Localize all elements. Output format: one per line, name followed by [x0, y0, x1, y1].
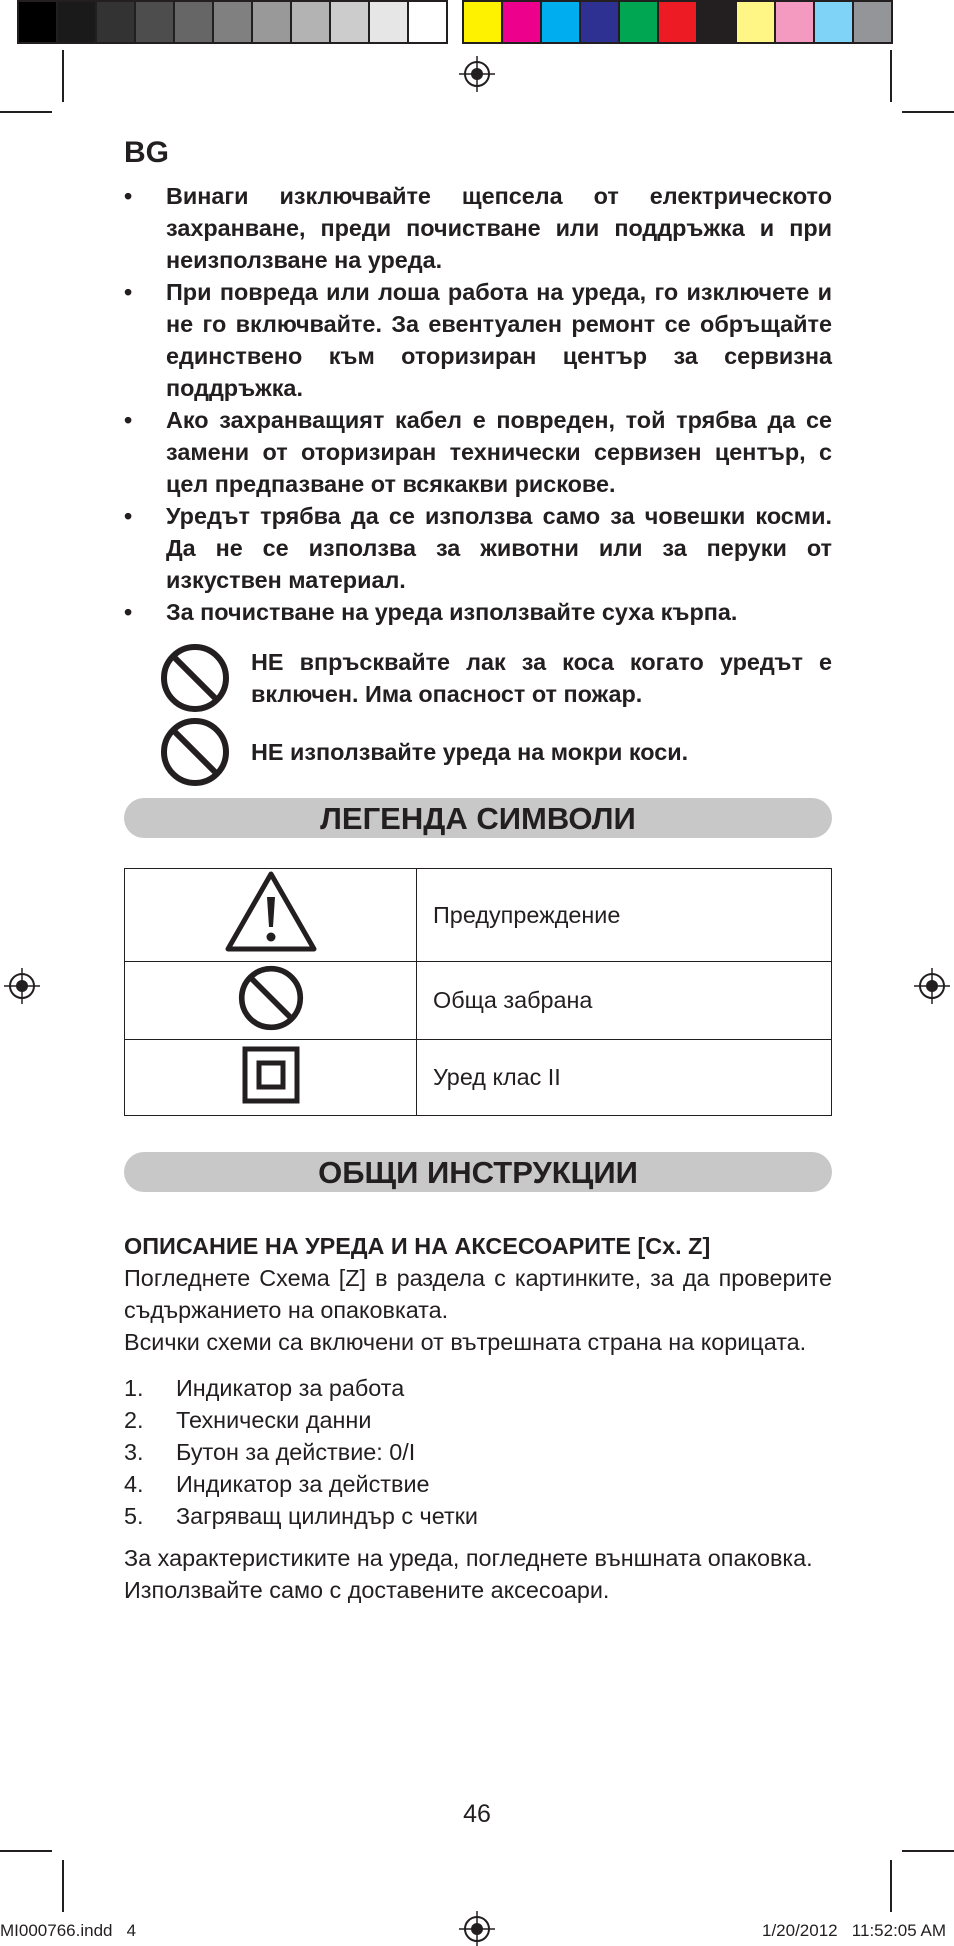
color-swatch — [540, 0, 581, 44]
list-item: 3. Бутон за действие: 0/I — [124, 1439, 416, 1465]
gray-swatch — [134, 0, 175, 44]
crop-mark — [0, 111, 52, 113]
prohibition-icon — [159, 642, 231, 714]
gray-swatch — [290, 0, 331, 44]
prohibition-icon — [159, 716, 231, 788]
list-item: 1. Индикатор за работа — [124, 1375, 405, 1401]
prohibition-icon — [237, 964, 305, 1032]
warning-text: НЕ използвайте уреда на мокри коси. — [251, 739, 689, 765]
legend-label: Предупреждение — [417, 869, 832, 962]
gray-swatch — [95, 0, 136, 44]
gray-swatch — [407, 0, 448, 44]
page-number: 46 — [463, 1800, 491, 1828]
color-swatch — [696, 0, 737, 44]
crop-mark — [0, 1850, 52, 1852]
color-swatch — [579, 0, 620, 44]
color-swatch — [618, 0, 659, 44]
list-item: • Ако захранващият кабел е повреден, той трябва да се замени от оторизиран технически сервизен център, с цел предпазване от всякакви рискове. — [124, 404, 832, 500]
color-swatch — [462, 0, 503, 44]
gray-swatch — [17, 0, 58, 44]
table-row — [125, 1040, 832, 1116]
crop-mark — [890, 1860, 892, 1912]
table-row — [125, 869, 832, 962]
color-swatch — [813, 0, 854, 44]
paragraph: За характеристиките на уреда, погледнете външната опаковка. — [124, 1545, 813, 1571]
warning-triangle-icon — [223, 869, 319, 955]
paragraph: Използвайте само с доставените аксесоари. — [124, 1577, 610, 1603]
registration-mark-icon — [459, 1911, 495, 1946]
table-row — [125, 962, 832, 1040]
legend-label: Уред клас II — [417, 1040, 832, 1116]
color-swatch — [852, 0, 893, 44]
color-calibration-bar — [17, 0, 891, 44]
list-item: • За почистване на уреда използвайте суха кърпа. — [124, 596, 832, 628]
crop-mark — [62, 50, 64, 102]
page-content — [124, 136, 832, 1606]
warning-wet-hair — [124, 716, 832, 788]
list-item: • Винаги изключвайте щепсела от електрическото захранване, преди почистване или поддръжка и при неизползване на уреда. — [124, 180, 832, 276]
color-swatch — [501, 0, 542, 44]
crop-mark — [62, 1860, 64, 1912]
gray-swatch — [212, 0, 253, 44]
warning-text: НЕ впръсквайте лак за коса когато уредът е включен. Има опасност от пожар. — [251, 649, 832, 707]
list-item: 5. Загряващ цилиндър с четки — [124, 1503, 478, 1529]
paragraph: Погледнете Схема [Z] в раздела с картинките, за да проверите съдържанието на опаковката. — [124, 1265, 832, 1323]
safety-list — [124, 180, 832, 628]
crop-mark — [902, 111, 954, 113]
gray-swatch — [329, 0, 370, 44]
gray-swatch — [368, 0, 409, 44]
color-swatch — [657, 0, 698, 44]
parts-list — [124, 1372, 832, 1532]
registration-mark-icon — [459, 56, 495, 92]
color-swatch — [735, 0, 776, 44]
section-subheading: ОПИСАНИЕ НА УРЕДА И НА АКСЕСОАРИТЕ [Cx. Z] — [124, 1233, 711, 1259]
crop-mark — [890, 50, 892, 102]
legend-label: Обща забрана — [417, 962, 832, 1040]
list-item: 4. Индикатор за действие — [124, 1471, 430, 1497]
registration-mark-icon — [4, 968, 40, 1004]
slug-filename: MI000766.indd 4 — [0, 1921, 137, 1940]
paragraph: Всички схеми са включени от вътрешната страна на корицата. — [124, 1329, 807, 1355]
gray-swatch — [56, 0, 97, 44]
legend-table — [124, 868, 832, 1116]
list-item: • При повреда или лоша работа на уреда, го изключете и не го включвайте. За евентуален ремонт се обръщайте единствено към оторизиран център за сервизна поддръжка. — [124, 276, 832, 404]
legend-heading: ЛЕГЕНДА СИМВОЛИ — [124, 798, 832, 838]
general-instructions-heading: ОБЩИ ИНСТРУКЦИИ — [124, 1152, 832, 1192]
warning-hairspray — [124, 642, 832, 714]
list-item: • Уредът трябва да се използва само за човешки косми. Да не се използва за животни или за перуки от изкуствен материал. — [124, 500, 832, 596]
gray-swatch — [173, 0, 214, 44]
class-ii-double-insulation-icon — [242, 1046, 300, 1104]
color-swatch — [774, 0, 815, 44]
list-item: 2. Технически данни — [124, 1407, 372, 1433]
language-code: BG — [124, 136, 169, 169]
slug-datetime: 1/20/2012 11:52:05 AM — [762, 1921, 946, 1940]
crop-mark — [902, 1850, 954, 1852]
registration-mark-icon — [914, 968, 950, 1004]
gray-swatch — [251, 0, 292, 44]
